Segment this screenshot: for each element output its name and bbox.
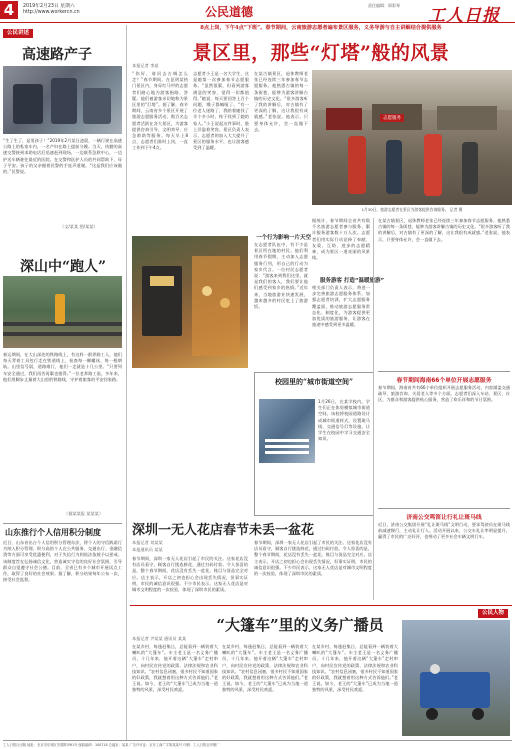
campus-title: 校园里的“城市街道空间” [274, 377, 354, 386]
top-story-photo [312, 70, 512, 205]
header-date [23, 2, 75, 9]
top-story-col4: 在志愿者队伍中，有不少是景区所在地的村民。他们利用春节假期，主动加入志愿服务行列，用自己的行动为家乡代言。一位村民志愿者说：“游客来到我们这里，就是我们的客人，我们要让他们感受到家乡的热情。”近年来，当地旅游业快速发展，越来越多的村民吃上了旅游饭。 [254, 242, 308, 310]
bottom-left-text: 近日，山东省出台个人信用积分管理办法，将个人的守信践诺行为纳入积分管理。积分高的个人在公共服务、交通出行、金融信贷等方面可享受优惠便利，对于失信行为则依法依规予以惩戒。该制度旨在弘扬诚信文化，营造诚实守信的良好社会氛围，引导群众自觉遵守社会公德。目前，全省已有多个城市开展试点工作，取得了良好的社会效果。据了解，积分结果每年公布一次，接受社会监督。 [3, 540, 122, 583]
page-number: 4 [0, 1, 18, 19]
campus-text: 1月26日，在某学校内，学生们正在体验模拟城市街道空间。该校将校园道路设计成城市街道样式，设置斑马线、交通信号灯等设施，让学生在校园中学习交通安全知识。 [318, 399, 370, 442]
sub-head-1: 一个行为影响一片天空 [256, 235, 312, 241]
weekday-text: 星期六 [60, 4, 75, 9]
brief1-rule [378, 371, 510, 372]
top-story-col1: “你好，请问去古城怎么走？”春节期间，在昆明某热门景区内，身穿红马甲的志愿者们耐心地为游客指路、答疑。他们被游客亲切地称为景区里的“灯塔”。据了解，春节期间，云南省多个景区开展了旅游志愿服务活动，数百名志愿者活跃在各大景区，为游客提供咨询引导、文明劝导、应急救助等服务。每天早上8点，志愿者们准时上岗，一直工作到下午4点。 [132, 71, 188, 151]
section-title: 公民道德 [205, 5, 254, 19]
mid-story-photo [132, 236, 248, 368]
page-header [0, 0, 515, 26]
left-column-tag: 公民讲述 [3, 29, 33, 38]
mid-story-headline: 深圳一无人花店春节未丢一盆花 [132, 523, 315, 538]
brief2-rule [378, 508, 510, 509]
brief2-title: 济南公交鸣笛让行礼让斑马线 [406, 515, 482, 521]
top-story-col2: 志愿者小王是一名大学生，这是她第一次参加春节志愿服务。“虽然很累，但看到游客满意的笑容，觉得一切都值得。”她说，每天要回答上百个问题，嗓子都喊哑了。“有一位老人迷路了，我陪着她找了半个多小时，终于找到了她的家人。”小王说起这件事时，脸上洋溢着笑容。景区负责人表示，志愿者的加入大大提升了景区的服务水平，也让游客感受到了温暖。 [193, 71, 249, 151]
bottom-story-headline: “大篷车”里的义务广播员 [216, 616, 384, 634]
paper-logo: 工人日报 [428, 6, 500, 26]
bottom-left-title: 山东推行个人信用积分制度 [5, 527, 101, 537]
bottom-story-col1: 在某乡村，每逢赶集日，总能看到一辆装着大喇叭的“大篷车”。车主老王是一名义务广播员，十几年来，他开着这辆“大篷车”走村串户，向村民宣传党的政策、法律法规和农业科技知识。“农村信息闭塞，很多村民不知道国家的好政策，我就想着用这种方式告诉他们。”老王说。如今，老王的“大篷车”已成为当地一道独特的风景，深受村民欢迎。 [132, 644, 218, 693]
photo-sign: 志愿服务 [380, 114, 404, 122]
top-photo-caption: 1月30日，旅游志愿者在景区为游客提供咨询服务。 记者 摄 [361, 207, 463, 212]
story2-photo [3, 276, 122, 348]
mid-story-byline2: 本报通讯员 某某 [132, 547, 163, 552]
sub-head-2: 服务游客 打造“温暖旅游” [320, 278, 385, 284]
campus-box [254, 372, 374, 516]
bottom-story-col3: 在某乡村，每逢赶集日，总能看到一辆装着大喇叭的“大篷车”。车主老王是一名义务广播员，十几年来，他开着这辆“大篷车”走村串户，向村民宣传党的政策、法律法规和农业科技知识。“农村信息闭塞，很多村民不知道国家的好政策，我就想着用这种方式告诉他们。”老王说。如今，老王的“大篷车”已成为当地一道独特的风景，深受村民欢迎。 [312, 644, 398, 693]
campus-photo [259, 399, 315, 463]
top-story-col3: 在某古镇景区，退休教师老张已经连续三年参加春节志愿服务。他熟悉古镇的每一条街巷，能够为游客讲解古镇的历史文化。“很多游客听了我的讲解后，对古镇有了更深的了解，这让我很有成就感。”老张说。他表示，只要身体允许，会一直做下去。 [254, 71, 308, 132]
bottom-story-col2: 在某乡村，每逢赶集日，总能看到一辆装着大喇叭的“大篷车”。车主老王是一名义务广播员，十几年来，他开着这辆“大篷车”走村串户，向村民宣传党的政策、法律法规和农业科技知识。“农村信息闭塞，很多村民不知道国家的好政策，我就想着用这种方式告诉他们。”老王说。如今，老王的“大篷车”已成为当地一道独特的风景，深受村民欢迎。 [222, 644, 308, 693]
story2-text: 春运期间，在大山深处的铁路线上，有这样一群养路工人，他们每天背着工具包行走在铁道线上，检查每一颗螺丝、每一根钢轨。山里信号弱，道路难行，他们一走就是十几公里。“只要列车安全通过，我们再苦再累也值得。”一位老养路工说。多年来，他们用脚步丈量着大山里的铁路线，守护着旅客的平安回家路。 [3, 352, 122, 382]
top-story-deck: 8点上岗，下午4点“下班”。春节期间，云南旅游志愿者遍布景区服务，义务导游与自主讲解结合提供服务 [200, 25, 442, 31]
brief2-text: 近日，济南公交集团开展“礼让斑马线”文明行动，要求驾驶员在斑马线前减速慢行，主动礼让行人。活动开展以来，公交车礼让率明显提升，赢得了市民的广泛好评，也带动了更多社会车辆文明行车。 [378, 522, 510, 540]
editor-credit: 责任编辑：邢彩琴 [368, 3, 400, 8]
left-divider [3, 523, 122, 524]
brief1-title: 春节期间海南66个单位开展志愿服务 [396, 378, 492, 384]
story1-photo [3, 66, 122, 134]
footer-rule [3, 740, 512, 741]
mid-story-text-1: 春节期间，深圳一家无人花店引起了市民的关注。这家花店没有店员看守，顾客自行挑选鲜花，通过扫码付款。令人惊喜的是，整个春节期间，花店没有丢失一盆花，账目与货品完全对应。店主表示，开店之初也担心会出现丢失情况，但事实证明，市民的诚信意识很强。不少市民表示，这家无人花店是对城市文明程度的一次检验，体现了深圳市民的素质。 [132, 556, 248, 593]
date-text: 2019年2月23日 [23, 4, 59, 9]
mid-story-byline1: 本报记者 刘某某 [132, 540, 163, 545]
bottom-story-rule [130, 605, 512, 606]
top-story-headline: 景区里，那些“灯塔”般的风景 [192, 42, 450, 64]
story1-author: （文/某某 图/某某） [60, 224, 98, 229]
top-story-col6: 相关部门负责人表示，将进一步完善旅游志愿服务体系，加强志愿者培训，扩大志愿服务覆盖面，推动旅游志愿服务常态化、制度化，为游客提供更加优质的旅游服务，让游客在旅途中感受到更多温暖。 [312, 285, 370, 328]
left-column-rule [126, 25, 127, 740]
story1-title: 高速路产子 [22, 47, 92, 63]
top-story-byline: 本报记者 李某 [132, 63, 159, 68]
bottom-story-tag: 公民人物 [478, 609, 508, 618]
story2-author: （据某某报 某某某） [64, 511, 104, 516]
top-story-col5: 据统计，春节期间全省共有数千名旅游志愿者参与服务，累计服务游客数十万人次。志愿者们用实际行动诠释了奉献、友爱、互助、进步的志愿精神，成为景区一道亮丽的风景线。 [312, 218, 370, 261]
bottom-story-photo [402, 620, 510, 736]
website-link[interactable]: http://www.workercn.cn [23, 10, 80, 15]
footer-text: 工人日报社出版 地址：北京市东城区安德路甲61号 邮政编码：100718 总编室：某某 广告许可证：京东工商广字第某某号 印刷：工人日报社印刷厂 [3, 743, 220, 747]
story1-text: “生了生了，是男孩子！”2019年2月某日凌晨，一辆行驶在高速公路上的私家车内，一名产妇在路上提前分娩。当天，执勤的高速交警接到求助电话后迅速赶到现场，一边联系急救中心，一边护送车辆驶往最近的医院。在交警和医护人员的共同帮助下，母子平安。孩子的父亲握着民警的手连声道谢。“这是我们应该做的。”民警说。 [3, 138, 122, 175]
bottom-story-byline: 本报记者 尹某某 通讯员 某某 [132, 636, 187, 641]
mid-story-text-2: 春节期间，深圳一家无人花店引起了市民的关注。这家花店没有店员看守，顾客自行挑选鲜花，通过扫码付款。令人惊喜的是，整个春节期间，花店没有丢失一盆花，账目与货品完全对应。店主表示，开店之初也担心会出现丢失情况，但事实证明，市民的诚信意识很强。不少市民表示，这家无人花店是对城市文明程度的一次检验，体现了深圳市民的素质。 [254, 540, 372, 577]
brief1-text: 春节期间，海南省共有66个单位组织开展志愿服务活动，内容涵盖交通疏导、旅游咨询、关爱老人等多个方面。志愿者们深入车站、景区、社区，为群众和游客提供贴心服务，营造了欢乐祥和的节日氛围。 [378, 385, 510, 403]
story2-title: 深山中“跑人” [20, 259, 107, 275]
right-column-rule [373, 218, 374, 600]
right-col-lead: 在某古镇景区，退休教师老张已经连续三年参加春节志愿服务。他熟悉古镇的每一条街巷，能够为游客讲解古镇的历史文化。“很多游客听了我的讲解后，对古镇有了更深的了解，这让我很有成就感。”老张说。他表示，只要身体允许，会一直做下去。 [378, 218, 510, 242]
